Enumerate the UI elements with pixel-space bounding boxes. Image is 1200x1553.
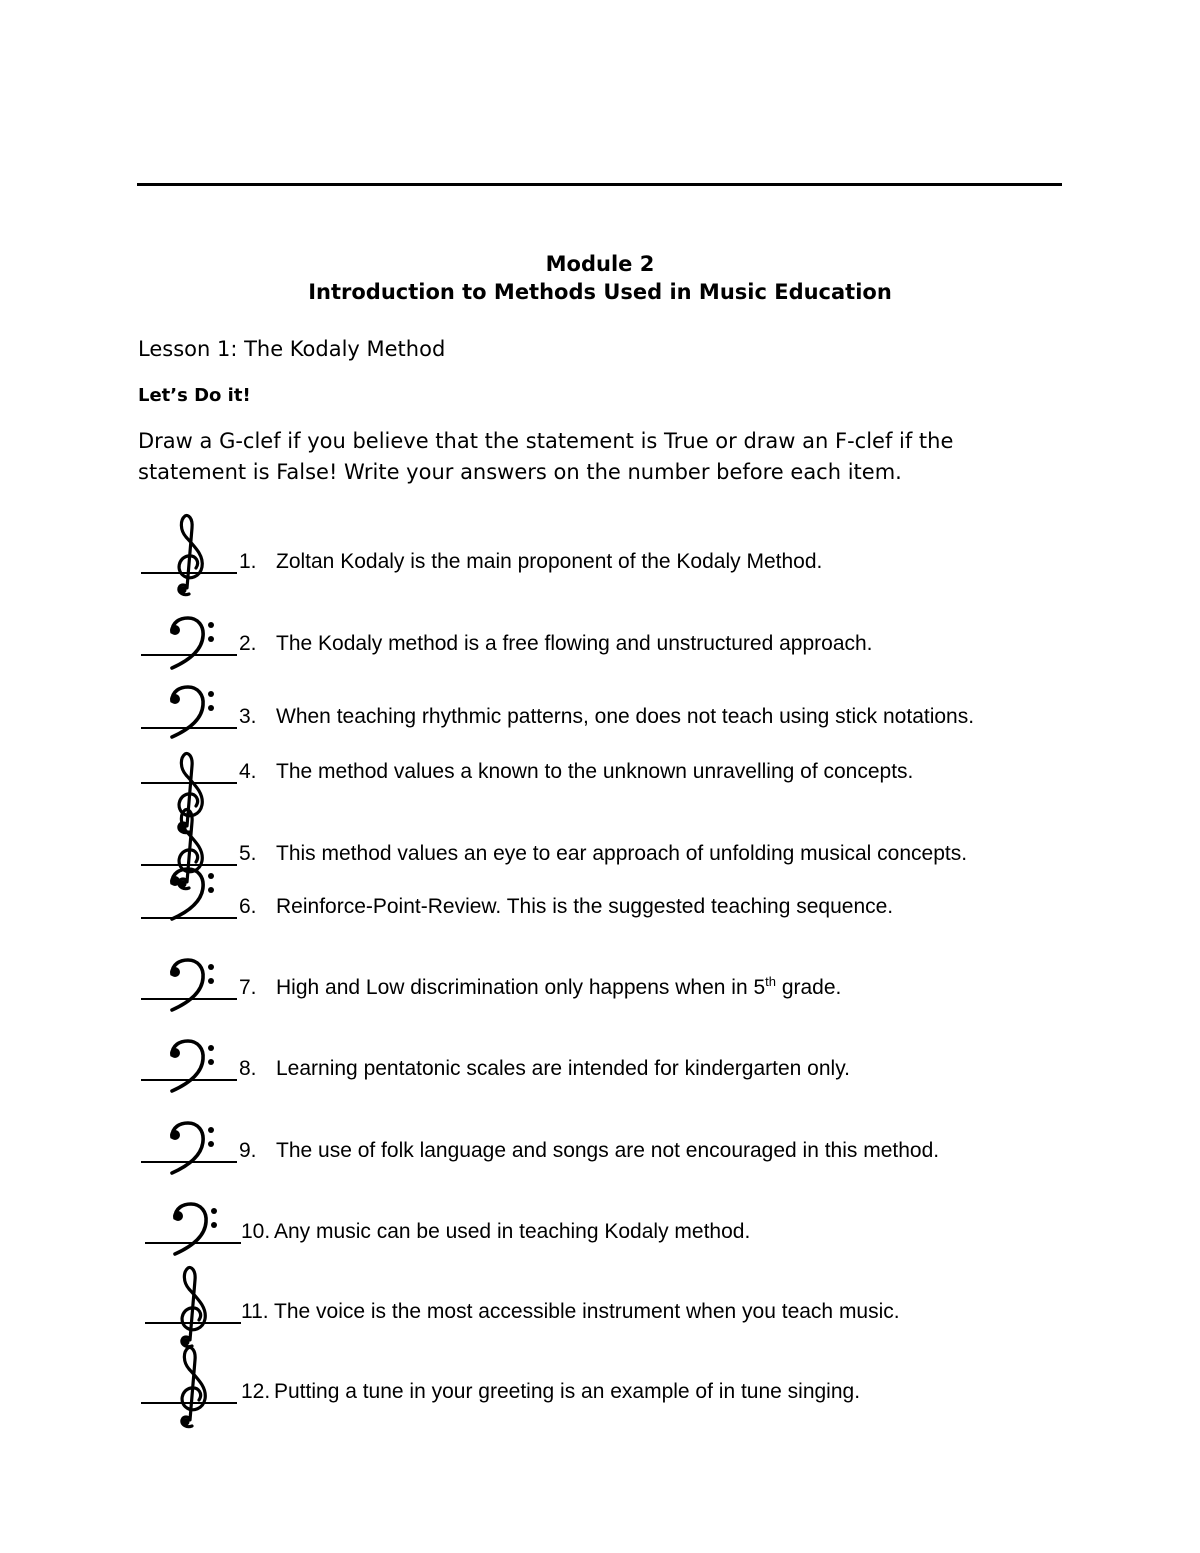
answer-blank[interactable]: [141, 572, 237, 574]
item-number: 8.: [239, 1057, 257, 1080]
item-statement: The use of folk language and songs are not encouraged in this method.: [276, 1139, 940, 1162]
item-7: [0, 936, 1200, 1016]
f-clef-icon: [158, 1117, 218, 1177]
item-statement: This method values an eye to ear approach of unfolding musical concepts.: [276, 842, 968, 865]
item-number: 9.: [239, 1139, 257, 1162]
item-statement: The voice is the most accessible instrument when you teach music.: [274, 1300, 900, 1323]
item-9: [0, 1099, 1200, 1179]
item-statement: When teaching rhythmic patterns, one does not teach using stick notations.: [276, 705, 975, 728]
item-number: 1.: [239, 550, 257, 573]
item-number: 5.: [239, 842, 257, 865]
item-statement: Putting a tune in your greeting is an example of in tune singing.: [274, 1380, 861, 1403]
answer-blank[interactable]: [141, 1079, 237, 1081]
module-subtitle: Introduction to Methods Used in Music Education: [308, 280, 892, 304]
item-number: 2.: [239, 632, 257, 655]
item-11: [0, 1260, 1200, 1340]
item-number: 4.: [239, 760, 257, 783]
item-10: [0, 1180, 1200, 1260]
item-number: 3.: [239, 705, 257, 728]
f-clef-icon: [158, 954, 218, 1014]
item-12: [0, 1340, 1200, 1420]
activity-heading: Let’s Do it!: [138, 385, 251, 406]
item-statement: High and Low discrimination only happens when in 5th grade.: [276, 974, 842, 999]
answer-blank[interactable]: [145, 1322, 241, 1324]
g-clef-icon: [161, 1342, 221, 1432]
item-number: 11.: [241, 1300, 269, 1323]
item-2: [0, 592, 1200, 672]
answer-blank[interactable]: [145, 1242, 241, 1244]
item-number: 7.: [239, 976, 257, 999]
lesson-heading: Lesson 1: The Kodaly Method: [138, 337, 446, 361]
f-clef-icon: [158, 612, 218, 672]
item-4: [0, 720, 1200, 800]
module-title: Module 2: [545, 252, 655, 276]
top-horizontal-rule: [137, 183, 1062, 186]
answer-blank[interactable]: [141, 998, 237, 1000]
f-clef-icon: [158, 863, 218, 923]
item-statement: Any music can be used in teaching Kodaly method.: [274, 1220, 751, 1243]
item-6: [0, 855, 1200, 935]
item-number: 6.: [239, 895, 257, 918]
ordinal-superscript: th: [765, 974, 776, 989]
item-1: [0, 510, 1200, 590]
item-statement: Zoltan Kodaly is the main proponent of the Kodaly Method.: [276, 550, 823, 573]
item-statement: The method values a known to the unknown unravelling of concepts.: [276, 760, 914, 783]
item-number: 12.: [241, 1380, 271, 1403]
item-number: 10.: [241, 1220, 271, 1243]
answer-blank[interactable]: [141, 654, 237, 656]
item-statement: Reinforce-Point-Review. This is the suggested teaching sequence.: [276, 895, 894, 918]
f-clef-icon: [158, 1035, 218, 1095]
item-statement: The Kodaly method is a free flowing and unstructured approach.: [276, 632, 873, 655]
g-clef-icon: [161, 1262, 221, 1352]
instructions-text: Draw a G-clef if you believe that the statement is True or draw an F-clef if the statement is False! Write your answers on the number before each item.: [138, 429, 954, 484]
answer-blank[interactable]: [141, 1161, 237, 1163]
g-clef-icon: [158, 510, 218, 600]
answer-blank[interactable]: [141, 1402, 237, 1404]
f-clef-icon: [161, 1198, 221, 1258]
answer-blank[interactable]: [141, 917, 237, 919]
item-statement: Learning pentatonic scales are intended for kindergarten only.: [276, 1057, 850, 1080]
item-8: [0, 1017, 1200, 1097]
answer-blank[interactable]: [141, 782, 237, 784]
